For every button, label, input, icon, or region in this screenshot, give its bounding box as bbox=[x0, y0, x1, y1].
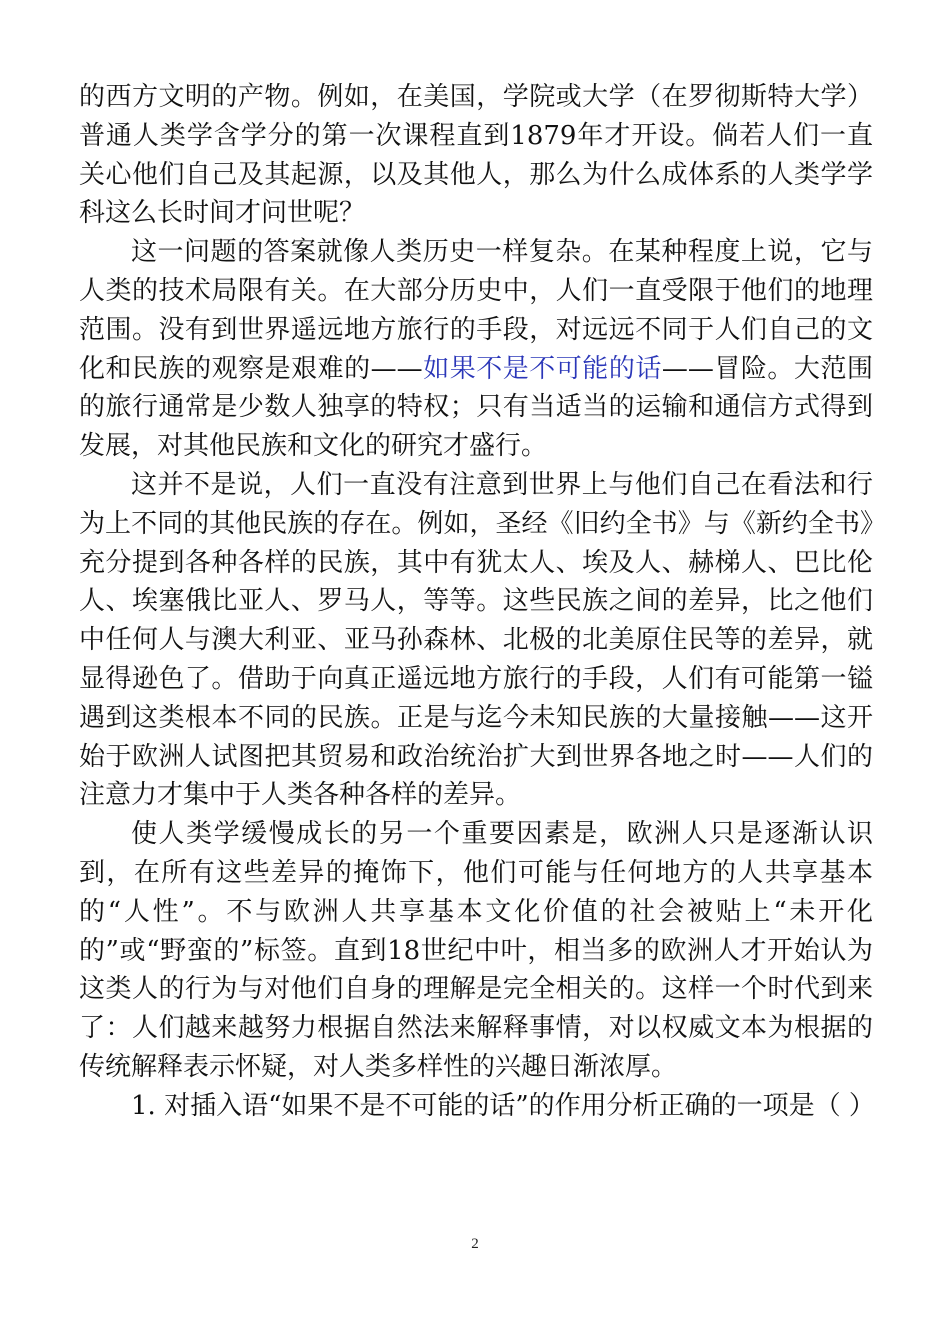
paragraph-1: 的西方文明的产物。例如，在美国，学院或大学（在罗彻斯特大学）普通人类学含学分的第一次课程直到1879年才开设。倘若人们一直关心他们自己及其起源，以及其他人，那么为什么成体系的人类学学科这么长时间才问世呢？ bbox=[79, 82, 873, 229]
paragraph-2 bbox=[79, 233, 873, 466]
highlighted-parenthetical: 如果不是不可能的话 bbox=[422, 353, 662, 384]
paragraph-2-text-before: 这一问题的答案就像人类历史一样复杂。在某种程度上说，它与人类的技术局限有关。在大部分历史中，人们一直受限于他们的地理范围。没有到世界遥远地方旅行的手段，对远远不同于人们自己的文化和民族的观察是艰难的—— bbox=[79, 237, 873, 384]
question-1: 1. 对插入语“如果不是不可能的话”的作用分析正确的一项是（ ） bbox=[131, 1090, 875, 1121]
paragraph-3: 这并不是说，人们一直没有注意到世界上与他们自己在看法和行为上不同的其他民族的存在。例如，圣经《旧约全书》与《新约全书》充分提到各种各样的民族，其中有犹太人、埃及人、赫梯人、巴比伦人、埃塞俄比亚人、罗马人，等等。这些民族之间的差异，比之他们中任何人与澳大利亚、亚马孙森林、北极的北美原住民等的差异，就显得逊色了。借助于向真正遥远地方旅行的手段，人们有可能第一镒遇到这类根本不同的民族。正是与迄今未知民族的大量接触——这开始于欧洲人试图把其贸易和政治统治扩大到世界各地之时——人们的注意力才集中于人类各种各样的差异。 bbox=[79, 469, 873, 811]
paragraph-4: 使人类学缓慢成长的另一个重要因素是，欧洲人只是逐渐认识到，在所有这些差异的掩饰下，他们可能与任何地方的人共享基本的“人性”。不与欧洲人共享基本文化价值的社会被贴上“未开化的”或“野蛮的”标签。直到18世纪中叶，相当多的欧洲人才开始认为这类人的行为与对他们自身的理解是完全相关的。这样一个时代到来了：人们越来越努力根据自然法来解释事情，对以权威文本为根据的传统解释表示怀疑，对人类多样性的兴趣日渐浓厚。 bbox=[79, 819, 873, 1082]
document-body bbox=[79, 78, 873, 1126]
page-number: 2 bbox=[471, 1236, 479, 1252]
paragraph-2-text-after: ——冒险。大范围的旅行通常是少数人独享的特权；只有当适当的运输和通信方式得到发展，对其他民族和文化的研究才盛行。 bbox=[79, 353, 873, 462]
